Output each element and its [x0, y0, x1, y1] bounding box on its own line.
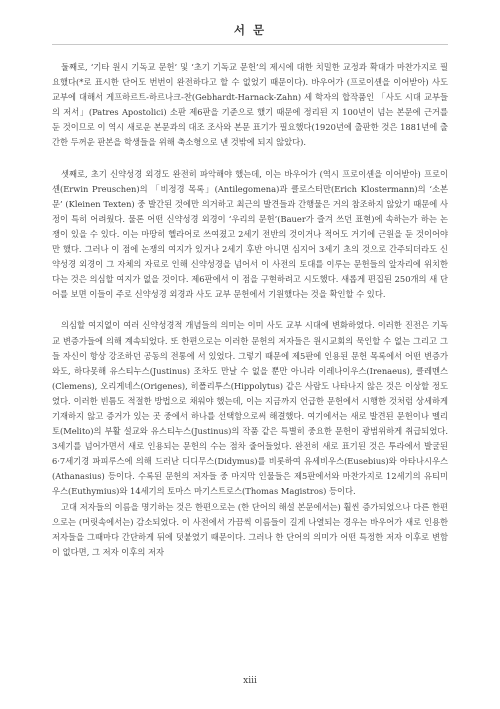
paragraph-3: 의심할 여지없이 여러 신약성경적 개념들의 의미는 이미 사도 교부 시대에 변화하였다. 이러한 진전은 기독교 변증가들에 의해 계속되었다. 또 한편으로는 이러한 문헌의 저자들은 원시교회의 묵인할 수 없는 그리고 그들 자신이 항상 강조하던 공동의 전통에 서 있었다. 그렇기 때문에 제5판에 인용된 문헌 목록에서 어떤 변증가와도, 하다못해 유스티누스(Justinus) 조차도 만날 수 없을 뿐만 아니라 이레나이우스(Irenaeus), 클레멘스(Clemens), 오리게네스(Origenes), 히폴리투스(Hippolytus) 같은 사람도 나타나지 않은 것은 이상할 정도였다. 이러한 빈틈도 적절한 방법으로 채워야 했는데, 이는 지금까지 언급한 문헌에서 시행한 것처럼 상세하게 기재하지 않고 증거가 있는 곳 중에서 하나를 선택함으로써 해결했다. 여기에서는 새로 발견된 문헌이나 멜리토(Melito)의 부활 설교와 유스티누스(Justinus)의 작품 같은 특별히 중요한 문헌이 광범위하게 취급되었다. 3세기를 넘어가면서 새로 인용되는 문헌의 수는 점차 줄어들었다. 완전히 새로 표기된 것은 투라에서 발굴된 6·7세기경 파피루스에 의해 드러난 디디무스(Didymus)를 비롯하여 유세비우스(Eusebius)와 아타나시우스(Athanasius) 등이다. 수록된 문헌의 저자들 중 마지막 인물들은 제5판에서와 마찬가지로 12세기의 유티미우스(Euthymius)와 14세기의 토마스 마기스트로스(Thomas Magistros) 등이다. — [52, 320, 448, 497]
paragraph-gap — [52, 151, 448, 167]
body-text — [52, 60, 448, 560]
header-rule — [52, 44, 448, 45]
paragraph-gap — [52, 302, 448, 318]
paragraph-1: 둘째로, ‘기타 원시 기독교 문헌’ 및 ‘초기 기독교 문헌’의 제시에 대한 치밀한 교정과 확대가 마찬가지로 필요했다(*로 표시한 단어도 번번이 완전하다고 할 수 없었기 때문이다). 바우어가 (프로이셴을 이어받아) 사도 교부에 대해서 게프하르트-하르나크-찬(Gebhardt-Harnack-Zahn) 세 학자의 합작품인 「사도 시대 교부들의 저서」(Patres Apostolici) 소판 제6판을 기준으로 했기 때문에 정리된 지 100년이 넘는 본문에 근거를 둔 것이므로 이 역시 새로운 본문과의 대조 조사와 본문 표기가 필요했다(1920년에 출판한 것은 1881년에 출간한 두꺼운 판본을 학생들을 위해 축소형으로 낸 것밖에 되지 않았다). — [52, 62, 448, 148]
paragraph-4: 고대 저자들의 이름을 명기하는 것은 한편으로는 (한 단어의 해설 본문에서는) 훨씬 증가되었으나 다른 한편으로는 (머릿속에서는) 감소되었다. 이 사전에서 가끔씩 이름들이 길게 나열되는 경우는 바우어가 새로 인용한 저자들을 그때마다 간단하게 뒤에 덧붙였기 때문이다. 그러나 한 단어의 의미가 어떤 특정한 저자 이후로 변함이 없다면, 그 저자 이후의 저자 — [52, 501, 448, 557]
paragraph-2: 셋째로, 초기 신약성경 외경도 완전히 파악해야 했는데, 이는 바우어가 (역시 프로이셴을 이어받아) 프로이셴(Erwin Preuschen)의 「비정경 목록」(Antilegomena)과 클로스터만(Erich Klostermann)의 ‘소본문’ (Kleinen Texten) 중 발간된 것에만 의거하고 최근의 발견들과 간행물은 거의 참조하지 않았기 때문에 사정이 특히 어려웠다. 물론 어떤 신약성경 외경이 ‘우리의 문헌’(Bauer가 즐겨 쓰던 표현)에 속하는가 하는 논쟁이 있을 수 있다. 이는 마땅히 헬라어로 쓰여졌고 2세기 전반의 것이거나 적어도 거기에 근원을 둔 것이어야만 했다. 그러나 이 점에 논쟁의 여지가 있거나 2세기 후반 아니면 심지어 3세기 초의 것으로 간주되더라도 신약성경 외경이 그 자체의 자료로 인해 신약성경을 넘어서 이 사전의 토대를 이루는 문헌들의 앞자리에 위치한다는 것은 의심할 여지가 없을 것이다. 제6판에서 이 점을 구현하려고 시도했다. 새롭게 편집된 250개의 새 단어를 보면 이들이 주로 신약성경 외경과 사도 교부 문헌에서 기원했다는 것을 확인할 수 있다. — [52, 168, 448, 300]
running-header: 서 문 — [233, 23, 267, 37]
page-number: xiii — [243, 676, 257, 686]
